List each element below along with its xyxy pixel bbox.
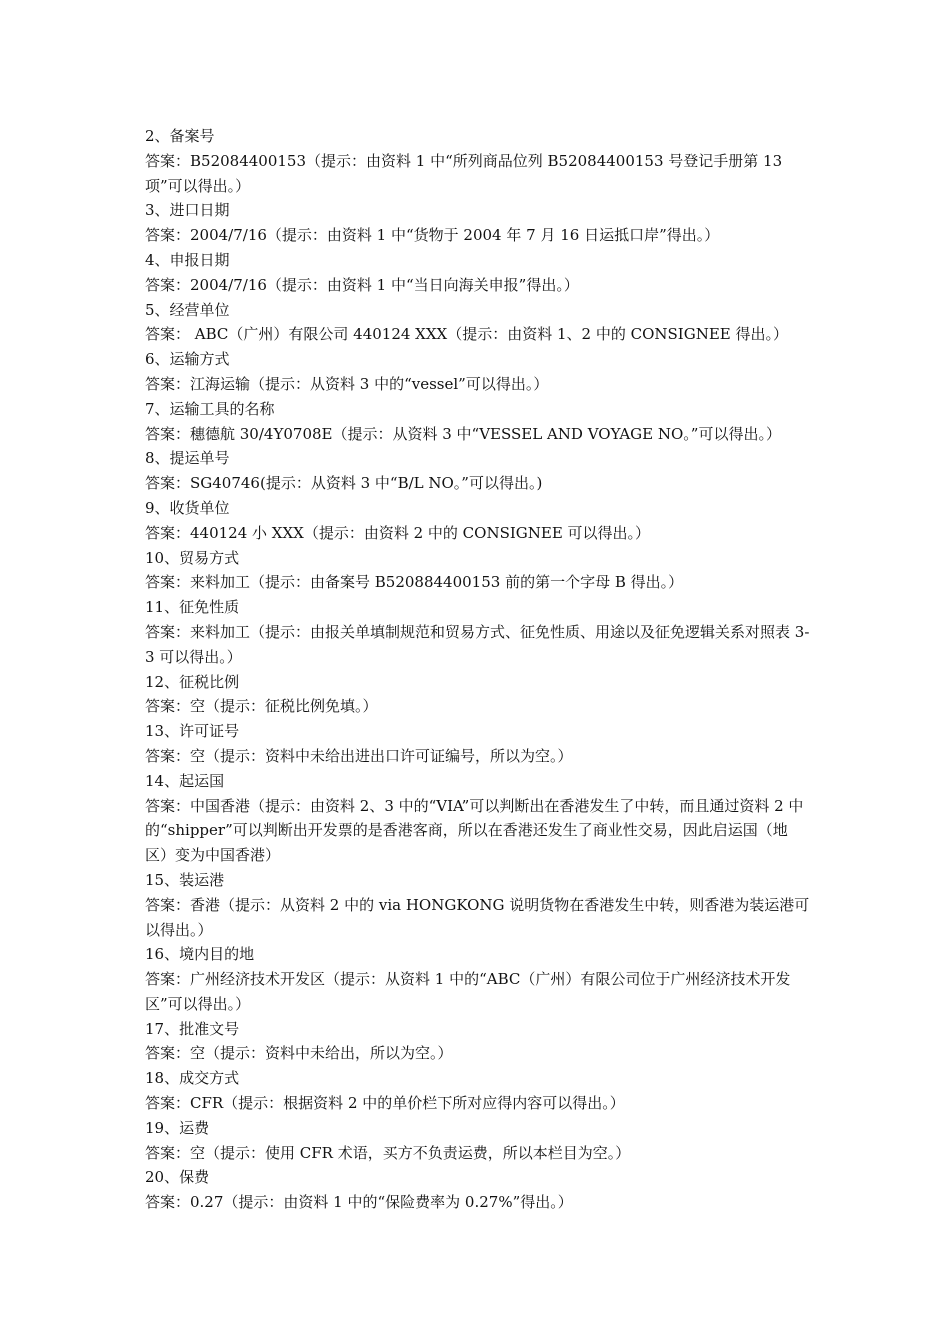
question-title: 17、批准文号: [145, 1019, 240, 1038]
question-title: 6、运输方式: [145, 350, 230, 369]
qa-item-15: [145, 868, 810, 942]
answer-text: 答案：0.27（提示：由资料 1 中的“保险费率为 0.27%”得出。）: [145, 1193, 573, 1212]
qa-item-13: [145, 719, 810, 769]
question-title: 2、备案号: [145, 127, 215, 145]
question-title: 19、运费: [145, 1118, 210, 1137]
question-title: 16、境内目的地: [145, 945, 255, 964]
question-title: 18、成交方式: [145, 1069, 240, 1088]
qa-item-16: [145, 942, 810, 1016]
question-title: 14、起运国: [145, 771, 225, 790]
question-title: 9、收货单位: [145, 498, 230, 517]
answer-text: 答案：来料加工（提示：由报关单填制规范和贸易方式、征免性质、用途以及征免逻辑关系对照表 3-3 可以得出。）: [145, 622, 810, 666]
question-title: 4、申报日期: [145, 250, 230, 269]
answer-text: 答案：440124 小 XXX（提示：由资料 2 中的 CONSIGNEE 可以得出。）: [145, 523, 651, 542]
answer-text: 答案：SG40746(提示：从资料 3 中“B/L NO。”可以得出。): [145, 474, 543, 493]
question-title: 11、征免性质: [145, 598, 240, 617]
answer-text: 答案：2004/7/16（提示：由资料 1 中“当日向海关申报”得出。）: [145, 275, 579, 294]
question-title: 13、许可证号: [145, 722, 240, 741]
answer-text: 答案：空（提示：使用 CFR 术语，买方不负责运费，所以本栏目为空。）: [145, 1143, 631, 1162]
qa-item-11: [145, 595, 810, 669]
document-body: [145, 124, 810, 1215]
qa-item-18: [145, 1066, 810, 1116]
answer-text: 答案：来料加工（提示：由备案号 B520884400153 前的第一个字母 B 得出。）: [145, 573, 684, 592]
qa-item-7: [145, 397, 810, 447]
question-title: 8、提运单号: [145, 449, 230, 468]
answer-text: 答案：江海运输（提示：从资料 3 中的“vessel”可以得出。）: [145, 374, 549, 393]
qa-item-2: [145, 124, 810, 198]
qa-item-3: [145, 198, 810, 248]
qa-item-20: [145, 1165, 810, 1215]
qa-item-12: [145, 670, 810, 720]
answer-text: 答案：中国香港（提示：由资料 2、3 中的“VIA”可以判断出在香港发生了中转，而且通过资料 2 中的“shipper”可以判断出开发票的是香港客商，所以在香港还发生了商业性交易，因此启运国（地区）变为中国香港）: [145, 796, 804, 865]
qa-item-17: [145, 1017, 810, 1067]
answer-text: 答案：2004/7/16（提示：由资料 1 中“货物于 2004 年 7 月 16 日运抵口岸”得出。）: [145, 226, 720, 245]
answer-text: 答案：B52084400153（提示：由资料 1 中“所列商品位列 B52084400153 号登记手册第 13 项”可以得出。）: [145, 151, 783, 195]
answer-text: 答案：香港（提示：从资料 2 中的 via HONGKONG 说明货物在香港发生中转，则香港为装运港可以得出。）: [145, 895, 810, 939]
answer-text: 答案：空（提示：资料中未给出，所以为空。）: [145, 1044, 453, 1063]
qa-item-5: [145, 298, 810, 348]
answer-text: 答案： ABC（广州）有限公司 440124 XXX（提示：由资料 1、2 中的 CONSIGNEE 得出。）: [145, 325, 788, 344]
answer-text: 答案：空（提示：资料中未给出进出口许可证编号，所以为空。）: [145, 746, 573, 765]
qa-item-19: [145, 1116, 810, 1166]
question-title: 15、装运港: [145, 870, 225, 889]
qa-item-14: [145, 769, 810, 868]
question-title: 12、征税比例: [145, 672, 240, 691]
answer-text: 答案：CFR（提示：根据资料 2 中的单价栏下所对应得内容可以得出。）: [145, 1094, 625, 1113]
qa-item-9: [145, 496, 810, 546]
qa-item-4: [145, 248, 810, 298]
answer-text: 答案：穗德航 30/4Y0708E（提示：从资料 3 中“VESSEL AND VOYAGE NO。”可以得出。）: [145, 424, 781, 443]
question-title: 20、保费: [145, 1168, 210, 1187]
question-title: 10、贸易方式: [145, 548, 240, 567]
question-title: 5、经营单位: [145, 300, 230, 319]
question-title: 7、运输工具的名称: [145, 399, 275, 418]
qa-item-10: [145, 546, 810, 596]
answer-text: 答案：空（提示：征税比例免填。）: [145, 697, 378, 716]
question-title: 3、进口日期: [145, 201, 230, 220]
qa-item-6: [145, 347, 810, 397]
answer-text: 答案：广州经济技术开发区（提示：从资料 1 中的“ABC（广州）有限公司位于广州经济技术开发区”可以得出。）: [145, 970, 791, 1013]
qa-item-8: [145, 446, 810, 496]
